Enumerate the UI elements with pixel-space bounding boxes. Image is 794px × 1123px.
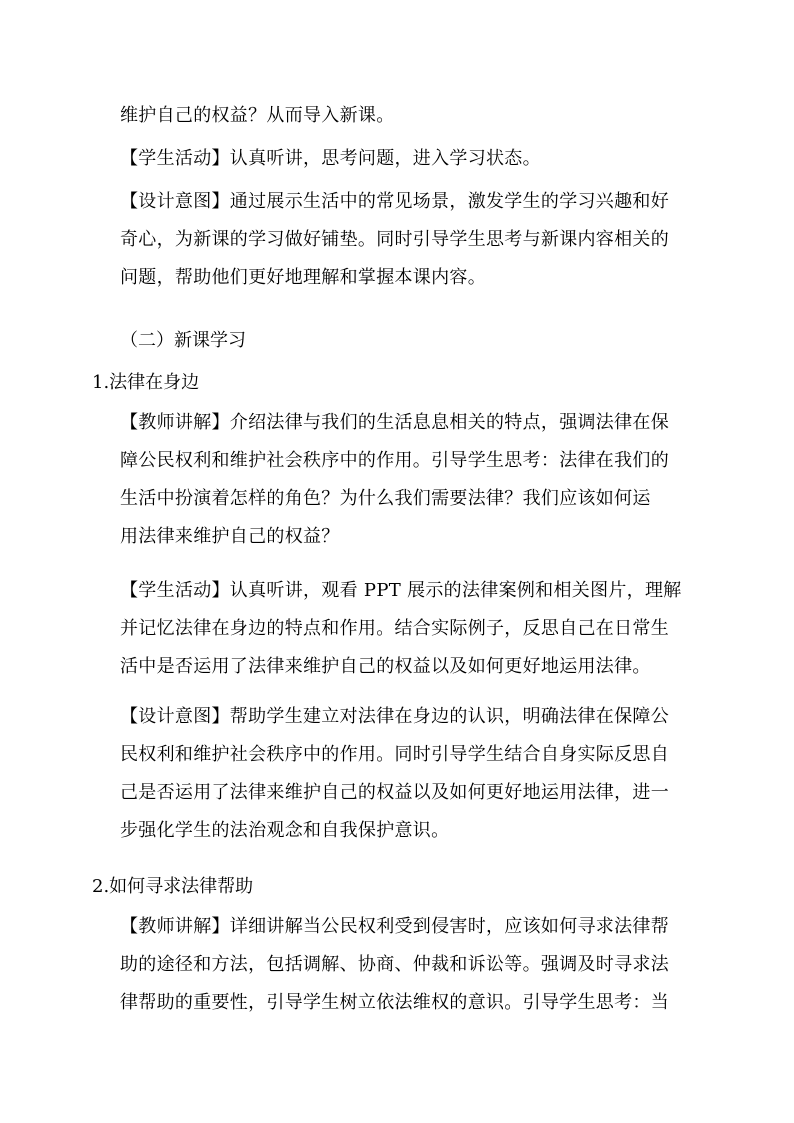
text-line: 【学生活动】认真听讲，观看 PPT 展示的法律案例和相关图片，理解 [120,580,682,601]
text-line: 【教师讲解】详细讲解当公民权利受到侵害时，应该如何寻求法律帮 [120,916,669,937]
paragraph-design-intent-1 [120,183,680,297]
text-line: 并记忆法律在身边的特点和作用。结合实际例子，反思自己在日常生 [120,618,669,639]
text-line: 【教师讲解】介绍法律与我们的生活息息相关的特点，强调法律在保 [120,412,669,433]
topic-1-title: 1.法律在身边 [92,372,200,393]
text-line: 活中是否运用了法律来维护自己的权益以及如何更好地运用法律。 [120,656,651,677]
paragraph-student-activity-1 [120,140,680,178]
paragraph-student-activity-2 [120,572,680,686]
section-heading: （二）新课学习 [120,330,246,351]
text-line: 障公民权利和维护社会秩序中的作用。引导学生思考：法律在我们的 [120,450,669,471]
text-line: 民权利和维护社会秩序中的作用。同时引导学生结合自身实际反思自 [120,744,669,765]
text-line: 用法律来维护自己的权益？ [120,526,340,547]
text-line: 【学生活动】认真听讲，思考问题，进入学习状态。 [120,148,541,169]
topic-2-title: 2.如何寻求法律帮助 [92,876,254,897]
text-line: 律帮助的重要性，引导学生树立依法维权的意识。引导学生思考：当 [120,992,669,1013]
text-line: 【设计意图】帮助学生建立对法律在身边的认识，明确法律在保障公 [120,706,669,727]
paragraph-teacher-1 [120,404,680,556]
paragraph-teacher-2 [120,908,680,1022]
paragraph-intro-tail [120,97,680,135]
text-line: 己是否运用了法律来维护自己的权益以及如何更好地运用法律，进一 [120,782,669,803]
text-line: 生活中扮演着怎样的角色？为什么我们需要法律？我们应该如何运 [120,488,651,509]
text-line: 问题，帮助他们更好地理解和掌握本课内容。 [120,267,486,288]
text-line: 维护自己的权益？从而导入新课。 [120,105,395,126]
paragraph-design-intent-2 [120,698,680,850]
text-line: 助的途径和方法，包括调解、协商、仲裁和诉讼等。强调及时寻求法 [120,954,669,975]
text-line: 步强化学生的法治观念和自我保护意识。 [120,820,450,841]
text-line: 奇心，为新课的学习做好铺垫。同时引导学生思考与新课内容相关的 [120,229,669,250]
text-line: 【设计意图】通过展示生活中的常见场景，激发学生的学习兴趣和好 [120,191,669,212]
